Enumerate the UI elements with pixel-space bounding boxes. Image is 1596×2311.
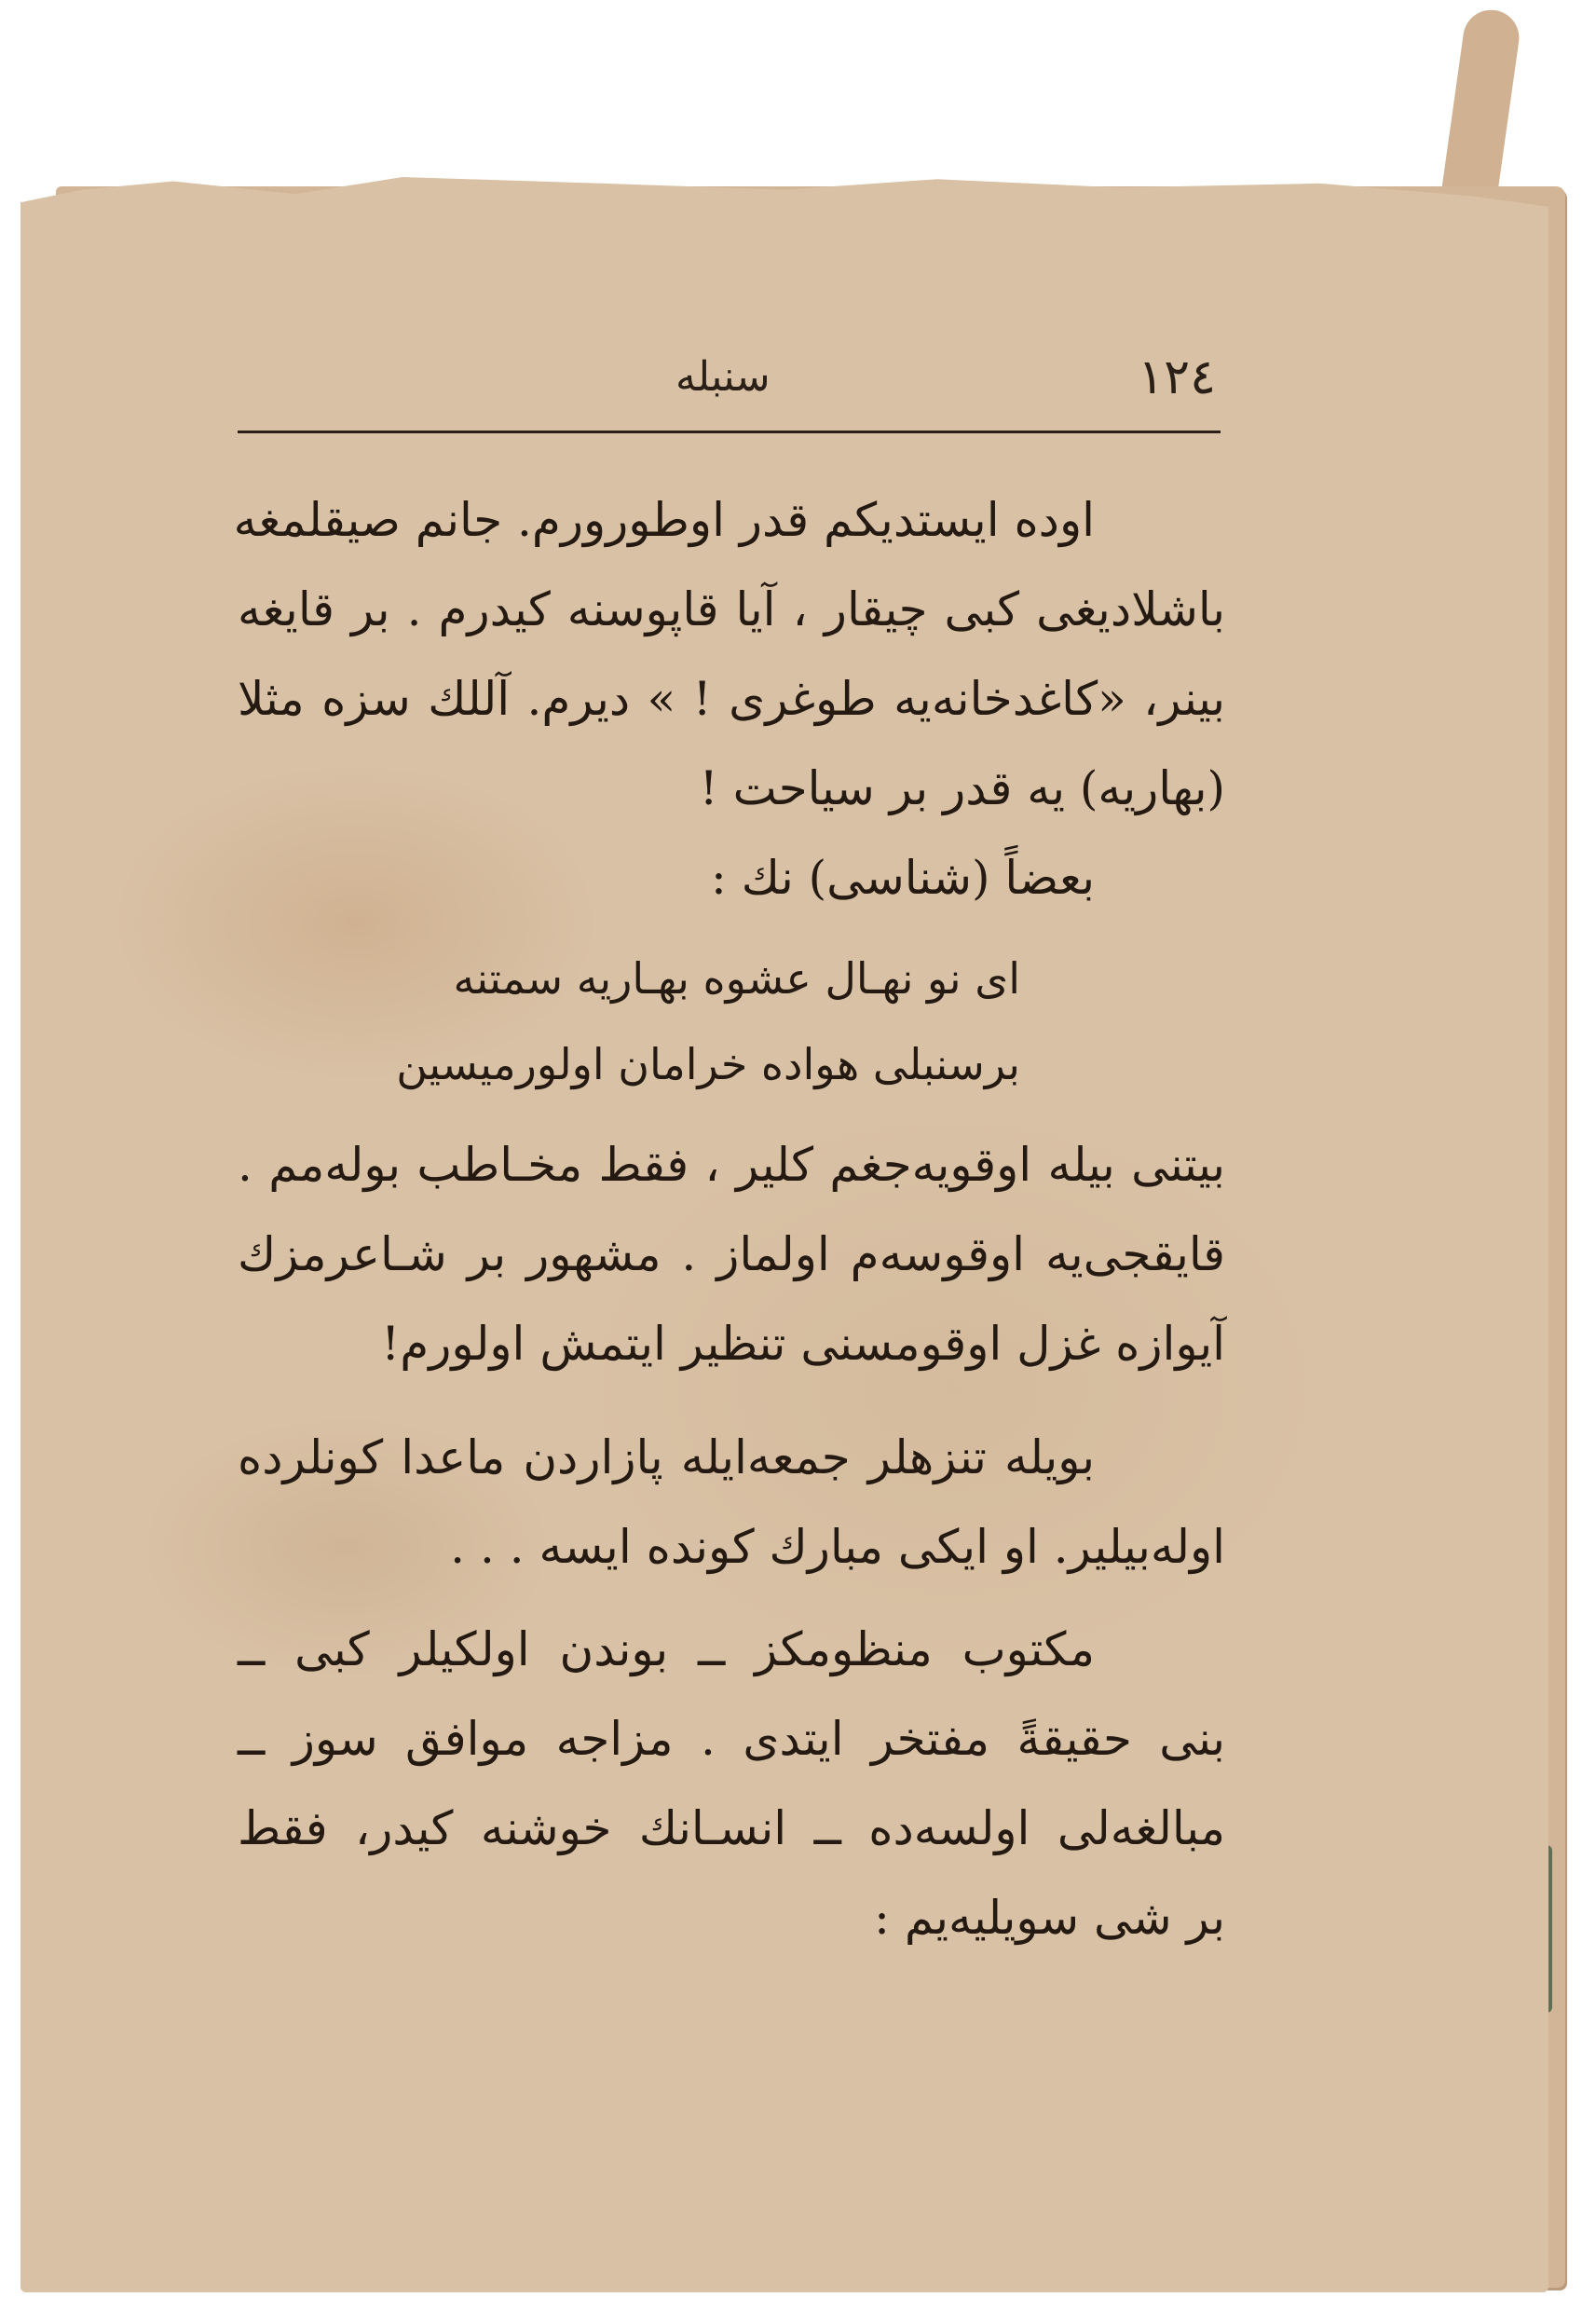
body-text <box>233 475 1225 1962</box>
text-line: اوله‌بیلیر. او ایکی مبارك کونده ایسه . . . <box>450 1520 1225 1574</box>
text-line: باشلادیغی کبی چیقار ، آیا قاپوسنه کیدرم . بر قایغه <box>238 582 1225 636</box>
text-line: بیتنی بیله اوقویه‌جغم کلیر ، فقط مخـاطب بوله‌مم . <box>238 1138 1225 1192</box>
text-line: مبالغه‌لی اولسه‌ده ــ انسـانك خوشنه کیدر، فقط <box>238 1801 1225 1855</box>
verse-line: برسنبلی هواده خرامان اولورمیسین <box>396 1039 1020 1089</box>
text-line: بعضاً (شناسی) نك : <box>710 851 1095 905</box>
header-rule <box>238 431 1221 433</box>
text-line: اوده ایستدیکم قدر اوطورورم. جانم صیقلمغه <box>233 493 1095 547</box>
text-line: (بهاریه) یه قدر بر سیاحت ! <box>699 761 1225 815</box>
text-line: قایقجی‌یه اوقوسه‌م اولماز . مشهور بر شـاعرمزك <box>238 1227 1225 1281</box>
text-line: آیوازه غزل اوقومسنی تنظیر ایتمش اولورم! <box>381 1317 1225 1371</box>
text-line: بنی حقیقةً مفتخر ایتدی . مزاجه موافق سوز ــ <box>238 1712 1225 1766</box>
torn-paper-tab <box>1440 7 1523 208</box>
page-header <box>238 349 1216 424</box>
text-line: بینر، «کاغدخانه‌یه طوغری ! » دیرم. آللك سزه مثلا <box>238 672 1225 726</box>
text-line: بویله تنزهلر جمعه‌ایله پازاردن ماعدا کونلرده <box>238 1430 1095 1484</box>
text-line: مکتوب منظومکز ــ بوندن اولکیلر کبی ــ <box>238 1622 1095 1676</box>
running-title: سنبله <box>675 353 771 401</box>
verse-line: ای نو نهـال عشوه بهـاریه سمتنه <box>453 953 1020 1004</box>
text-line: بر شی سویلیه‌یم : <box>874 1891 1225 1945</box>
page-number: ١٢٤ <box>1138 349 1216 405</box>
